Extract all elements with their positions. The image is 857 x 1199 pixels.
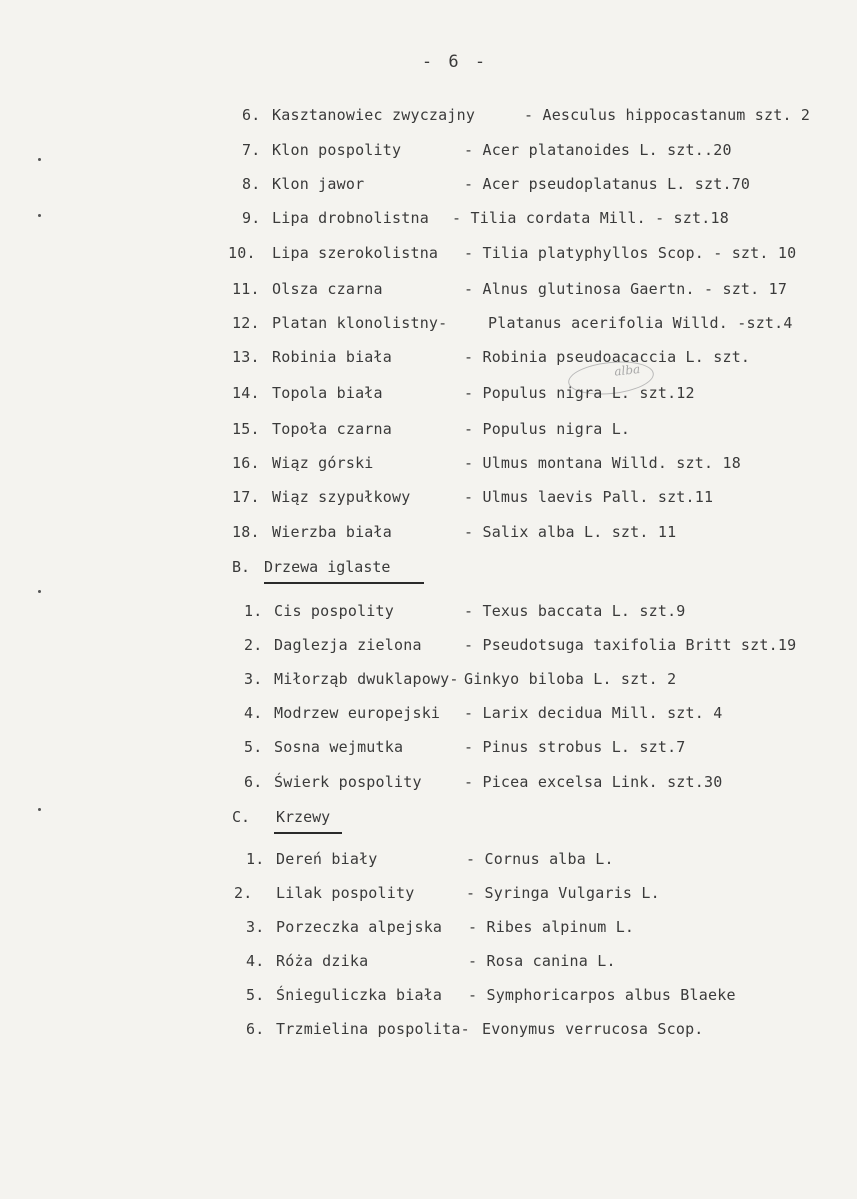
item-latin-name: - Tilia cordata Mill. - szt.18	[452, 209, 729, 227]
item-latin-name: Platanus acerifolia Willd. -szt.4	[488, 314, 793, 332]
item-number: 4.	[246, 952, 265, 970]
item-polish-name: Lipa szerokolistna	[272, 244, 439, 262]
item-latin-name: - Populus nigra L.	[464, 420, 631, 438]
item-number: 9.	[242, 209, 261, 227]
item-number: 18.	[232, 523, 260, 541]
pencil-annotation-text: alba	[613, 361, 641, 379]
item-latin-name: - Populus nigra L. szt.12	[464, 384, 695, 402]
item-polish-name: Róża dzika	[276, 952, 369, 970]
margin-dot	[38, 808, 41, 811]
item-number: 2.	[234, 884, 253, 902]
item-polish-name: Wiąz szypułkowy	[272, 488, 411, 506]
item-latin-name: - Picea excelsa Link. szt.30	[464, 773, 723, 791]
section-letter: B.	[232, 558, 251, 576]
item-number: 8.	[242, 175, 261, 193]
item-polish-name: Wiąz górski	[272, 454, 374, 472]
item-latin-name: Ginkyo biloba L. szt. 2	[464, 670, 677, 688]
item-polish-name: Topoła czarna	[272, 420, 392, 438]
item-polish-name: Modrzew europejski	[274, 704, 441, 722]
item-number: 11.	[232, 280, 260, 298]
item-latin-name: - Tilia platyphyllos Scop. - szt. 10	[464, 244, 797, 262]
item-latin-name: - Alnus glutinosa Gaertn. - szt. 17	[464, 280, 788, 298]
item-latin-name: - Robinia pseudoacaccia L. szt.	[464, 348, 751, 366]
item-number: 6.	[244, 773, 263, 791]
item-number: 14.	[232, 384, 260, 402]
item-latin-name: - Ribes alpinum L.	[468, 918, 635, 936]
item-polish-name: Lipa drobnolistna	[272, 209, 429, 227]
item-latin-name: - Texus baccata L. szt.9	[464, 602, 686, 620]
item-number: 3.	[244, 670, 263, 688]
item-latin-name: - Cornus alba L.	[466, 850, 614, 868]
margin-dot	[38, 158, 41, 161]
item-latin-name: - Salix alba L. szt. 11	[464, 523, 677, 541]
item-polish-name: Platan klonolistny-	[272, 314, 448, 332]
item-polish-name: Wierzba biała	[272, 523, 392, 541]
item-number: 5.	[244, 738, 263, 756]
item-latin-name: - Aesculus hippocastanum szt. 2	[524, 106, 811, 124]
item-polish-name: Cis pospolity	[274, 602, 394, 620]
section-c-heading	[232, 808, 331, 826]
item-latin-name: - Pinus strobus L. szt.7	[464, 738, 686, 756]
item-latin-name: - Acer pseudoplatanus L. szt.70	[464, 175, 751, 193]
section-c-underline	[274, 832, 342, 834]
margin-dot	[38, 214, 41, 217]
item-number: 6.	[242, 106, 261, 124]
item-latin-name: - Rosa canina L.	[468, 952, 616, 970]
item-polish-name: Dereń biały	[276, 850, 378, 868]
item-number: 13.	[232, 348, 260, 366]
section-b-underline	[264, 582, 424, 584]
item-number: 12.	[232, 314, 260, 332]
item-number: 2.	[244, 636, 263, 654]
item-polish-name: Miłorząb dwuklapowy-	[274, 670, 459, 688]
item-latin-name: - Syringa Vulgaris L.	[466, 884, 660, 902]
item-latin-name: - Larix decidua Mill. szt. 4	[464, 704, 723, 722]
page-number: - 6 -	[421, 52, 489, 72]
section-b-heading	[232, 558, 391, 576]
item-number: 10.	[228, 244, 256, 262]
item-number: 3.	[246, 918, 265, 936]
section-title: Krzewy	[276, 808, 331, 826]
item-polish-name: Topola biała	[272, 384, 383, 402]
item-polish-name: Klon pospolity	[272, 141, 402, 159]
item-polish-name: Olsza czarna	[272, 280, 383, 298]
item-latin-name: - Ulmus laevis Pall. szt.11	[464, 488, 714, 506]
item-polish-name: Daglezja zielona	[274, 636, 422, 654]
item-latin-name: - Ulmus montana Willd. szt. 18	[464, 454, 741, 472]
item-latin-name: - Symphoricarpos albus Blaeke	[468, 986, 736, 1004]
item-latin-name: Evonymus verrucosa Scop.	[482, 1020, 704, 1038]
item-polish-name: Klon jawor	[272, 175, 365, 193]
item-number: 4.	[244, 704, 263, 722]
item-number: 15.	[232, 420, 260, 438]
item-polish-name: Robinia biała	[272, 348, 392, 366]
margin-dot	[38, 590, 41, 593]
item-polish-name: Sosna wejmutka	[274, 738, 404, 756]
item-number: 7.	[242, 141, 261, 159]
item-polish-name: Śnieguliczka biała	[276, 986, 443, 1004]
item-latin-name: - Acer platanoides L. szt..20	[464, 141, 732, 159]
item-polish-name: Świerk pospolity	[274, 773, 422, 791]
section-letter: C.	[232, 808, 251, 826]
item-polish-name: Trzmielina pospolita-	[276, 1020, 470, 1038]
item-number: 17.	[232, 488, 260, 506]
item-polish-name: Kasztanowiec zwyczajny	[272, 106, 476, 124]
item-polish-name: Porzeczka alpejska	[276, 918, 443, 936]
item-number: 1.	[246, 850, 265, 868]
section-title: Drzewa iglaste	[264, 558, 391, 576]
item-number: 5.	[246, 986, 265, 1004]
item-number: 16.	[232, 454, 260, 472]
item-polish-name: Lilak pospolity	[276, 884, 415, 902]
item-latin-name: - Pseudotsuga taxifolia Britt szt.19	[464, 636, 797, 654]
item-number: 6.	[246, 1020, 265, 1038]
item-number: 1.	[244, 602, 263, 620]
